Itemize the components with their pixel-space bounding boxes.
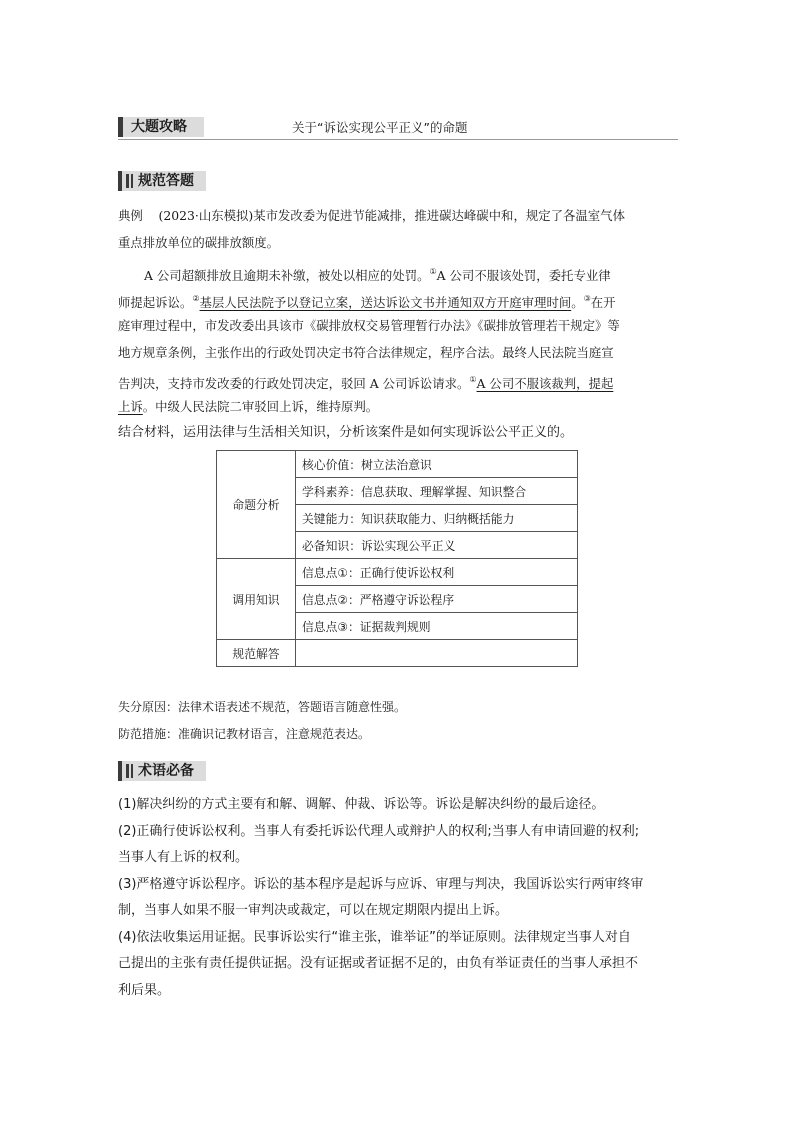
lose-reason: 失分原因：法律术语表述不规范，答题语言随意性强。 [118, 700, 407, 714]
text-segment: 。中级人民法院二审驳回上诉，维持原判。 [142, 399, 379, 414]
prevention-measures: 防范措施：准确识记教材语言，注意规范表达。 [118, 727, 371, 741]
cell-label: 关键能力： [302, 511, 361, 526]
cell-value: 正确行使诉讼权利 [359, 565, 455, 580]
header-title: 关于“诉讼实现公平正义”的命题 [292, 120, 468, 135]
table-row [217, 451, 578, 478]
text-segment: 。 [571, 295, 584, 310]
table-group-proposition-analysis: 命题分析 [217, 451, 296, 559]
underlined-segment: 基层人民法院予以登记立案，送达诉讼文书并通知双方开庭审理时间 [199, 295, 572, 310]
analysis-table [216, 450, 578, 667]
example-intro-2: 重点排放单位的碳排放额度。 [118, 235, 280, 250]
header-tag: 大题攻略 [118, 117, 204, 137]
cell-label: 学科素养： [302, 484, 361, 499]
underlined-segment: A 公司不服该裁判，提起 [476, 376, 614, 391]
table-cell [296, 532, 578, 559]
table-cell [296, 451, 578, 478]
term-2-line-2: 当事人有上诉的权利。 [118, 850, 249, 865]
table-row [217, 559, 578, 586]
example-line-1 [118, 202, 625, 229]
text-segment: 告判决，支持市发改委的行政处罚决定，驳回 A 公司诉讼请求。 [118, 376, 470, 391]
example-source: (2023·山东模拟) [158, 208, 254, 223]
table-cell [296, 505, 578, 532]
cell-label: 信息点③： [302, 619, 360, 634]
table-cell [296, 613, 578, 640]
term-4-line-3: 利后果。 [118, 983, 171, 998]
cell-value: 诉讼实现公平正义 [361, 538, 456, 553]
cell-value: 知识获取能力、归纳概括能力 [361, 511, 515, 526]
example-intro-1: 某市发改委为促进节能减排，推进碳达峰碳中和，规定了各温室气体 [253, 208, 625, 223]
example-material [118, 202, 678, 422]
table-group-knowledge: 调用知识 [217, 559, 296, 640]
answer-cell [296, 640, 578, 667]
example-para-line-3: 庭审理过程中，市发改委出具该市《碳排放权交易管理暂行办法》《碳排放管理若干规定》等 [118, 318, 620, 333]
text-segment: A 公司不服该处罚，委托专业律 [436, 268, 611, 283]
term-1: (1)解决纠纷的方式主要有和解、调解、仲裁、诉讼等。诉讼是解决纠纷的最后途径。 [118, 797, 605, 812]
question-text: 结合材料，运用法律与生活相关知识，分析该案件是如何实现诉讼公平正义的。 [118, 425, 574, 440]
cell-label: 信息点①： [302, 565, 360, 580]
table-cell [296, 559, 578, 586]
cell-value: 证据裁判规则 [359, 619, 431, 634]
term-3-line-1: (3)严格遵守诉讼程序。诉讼的基本程序是起诉与应诉、审理与判决，我国诉讼实行两审终审 [118, 877, 644, 892]
cell-label: 必备知识： [302, 538, 361, 553]
text-segment: 在开 [590, 295, 616, 310]
section-tag-terms: 术语必备 [118, 761, 206, 781]
marker: ② [192, 294, 200, 303]
text-segment: 师提起诉讼。 [118, 295, 193, 310]
text-segment: A 公司超额排放且逾期未补缴，被处以相应的处罚。 [144, 268, 430, 283]
table-cell [296, 586, 578, 613]
cell-label: 核心价值： [302, 457, 361, 472]
example-label: 典例 [118, 208, 143, 223]
table-group-answer: 规范解答 [217, 640, 296, 667]
section-tag-standard-answer: 规范答题 [118, 171, 206, 191]
table-row [217, 640, 578, 667]
cell-value: 信息获取、理解掌握、知识整合 [361, 484, 527, 499]
cell-value: 严格遵守诉讼程序 [359, 592, 455, 607]
term-4-line-2: 己提出的主张有责任提供证据。没有证据或者证据不足的，由负有举证责任的当事人承担不 [118, 956, 639, 971]
term-4-line-1: (4)依法收集运用证据。民事诉讼实行“谁主张，谁举证”的举证原则。法律规定当事人对自 [118, 930, 631, 945]
marker: ③ [583, 294, 591, 303]
term-3-line-2: 制，当事人如果不服一审判决或裁定，可以在规定期限内提出上诉。 [118, 903, 509, 918]
underlined-segment: 上诉 [118, 399, 143, 414]
cell-label: 信息点②： [302, 592, 360, 607]
terms-list [118, 792, 678, 1012]
example-para-line-4: 地方规章条例，主张作出的行政处罚决定书符合法律规定，程序合法。最终人民法院当庭宣 [118, 345, 614, 360]
table-cell [296, 478, 578, 505]
marker: ① [429, 267, 437, 276]
term-2-line-1: (2)正确行使诉讼权利。当事人有委托诉讼代理人或辩护人的权利;当事人有申请回避的权利; [118, 824, 640, 839]
cell-value: 树立法治意识 [361, 457, 432, 472]
marker: ① [469, 375, 477, 384]
example-para-line-6 [118, 393, 378, 420]
